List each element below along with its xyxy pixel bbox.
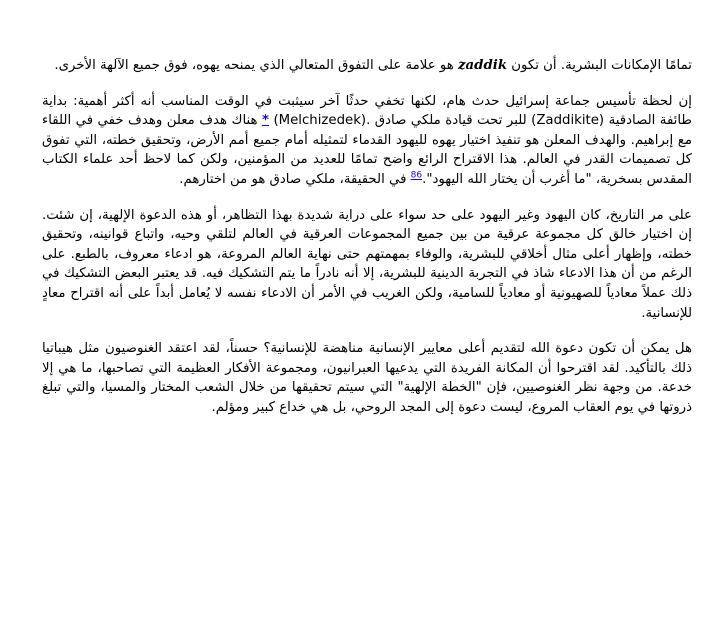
paragraph-2-text-c: هناك هدف معلن وهدف خفي في اللقاء مع إبراهيم. والهدف المعلن هو تنفيذ اختيار يهوه لليهود القدماء لتمثيله أمام جميع أمم الأرض، وتحقيق خطته، التي تفوق كل تصميمات القدر في العالم. هذا الاقتراح الرائع واضح تمامًا للعديد من المؤمنين، ولكن كما لاحظ أحد علماء الكتاب المقدس بسخرية، "ما أغرب أن يختار الله اليهود". (42, 113, 692, 187)
term-melchizedek: (Melchizedek). (273, 113, 371, 129)
paragraph-2-text-a: إن لحظة تأسيس جماعة إسرائيل حدث هام، لكنها تخفي حدثًا آخر سيثبت في الوقت المناسب أنه أكثر أهمية: بداية طائفة الصادقية (42, 93, 692, 129)
term-zaddikite: (Zaddikite) (531, 113, 605, 129)
paragraph-3: على مر التاريخ، كان اليهود وغير اليهود على حد سواء على دراية شديدة بهذا التظاهر، أو هذه الدعوة الإلهية، إن شئت. إن اختيار خالق كل مجموعة عرقية من بين جميع المجموعات العرقية في العالم لتلقي وحيه، واتباع قوانينه، وتحقيق خطته، وإظهار أعلى مثال أخلاقي للبشرية، والوفاء بمهمتهم حتى نهاية العالم المروعة، هو ادعاء معروف، بالطبع. على الرغم من أن هذا الادعاء شاذ في التجربة الدينية للبشرية، إلا أنه نادراً ما يتم التشكيك فيه. قد يعتبر البعض التشكيك في ذلك عملاً معادياً للصهيونية أو معادياً للسامية، ولكن الغريب في الأمر أن الادعاء نفسه لا يُعامل أبداً على أنه اقتراح معادٍ للإنسانية. (42, 207, 692, 321)
paragraph-1-text-b: هو علامة على التفوق المتعالي الذي يمنحه يهوه، فوق جميع الآلهة الأخرى. (54, 58, 458, 73)
paragraph-1 (42, 56, 692, 76)
document-body (42, 56, 692, 434)
footnote-star-link[interactable]: * (262, 113, 269, 129)
paragraph-2-text-d: في الحقيقة، ملكي صادق هو من اختارهم. (179, 171, 411, 187)
footnote-86-link[interactable]: 86 (410, 170, 423, 181)
term-zaddik: zaddik (458, 58, 508, 73)
paragraph-2-text-b: للبر تحت قيادة ملكي صادق (370, 113, 532, 129)
paragraph-1-text-a: تمامًا الإمكانات البشرية. أن تكون (507, 58, 692, 73)
paragraph-4: هل يمكن أن تكون دعوة الله لتقديم أعلى معايير الإنسانية مناهضة للإنسانية؟ حسناً، لقد اعتقد الغنوصيون مثل هيباتيا ذلك بالتأكيد. لقد اقترحوا أن المكانة الفريدة التي يدعيها العبرانيون، ومجموعة الأفكار العظيمة التي تصاحبها، ما هي إلا خدعة. من وجهة نظر الغنوصيين، فإن "الخطة الإلهية" التي سيتم تحقيقها من خلال الشعب المختار والمسيا، والتي تبلغ ذروتها في يوم العقاب المروع، ليست دعوة إلى المجد الروحي، بل هي خداع كبير ومؤلم. (42, 341, 692, 415)
paragraph-2 (42, 92, 692, 190)
